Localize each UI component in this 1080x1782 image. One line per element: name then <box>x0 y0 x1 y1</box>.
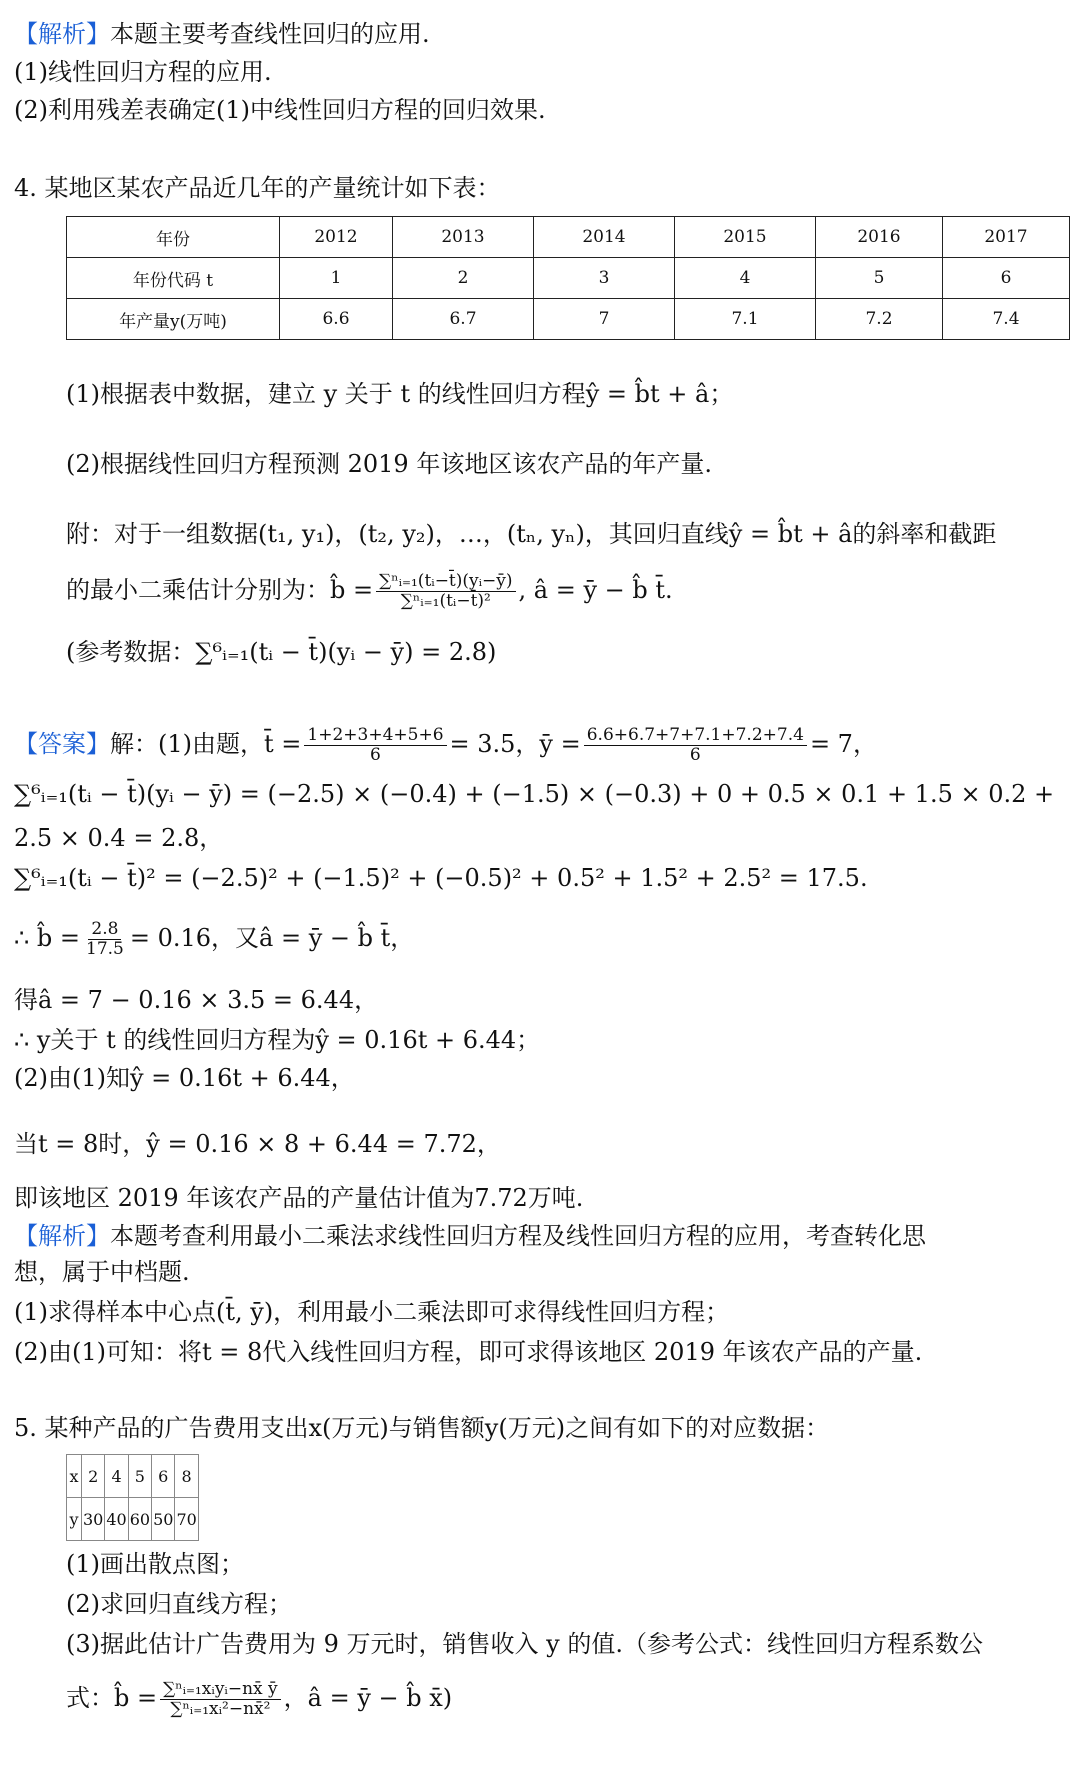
analysis-tag: 【解析】 <box>14 1222 110 1250</box>
analysis2-line-3: (1)求得样本中心点(t̄, ȳ)，利用最小二乘法即可求得线性回归方程； <box>14 1298 730 1326</box>
row-label: 年份 <box>67 217 280 258</box>
fraction-numerator: 2.8 <box>88 920 121 940</box>
table-cell: 2 <box>82 1455 105 1498</box>
answer-line-8: (2)由(1)知ŷ = 0.16t + 6.44， <box>14 1064 355 1092</box>
answer-line-9: 当t = 8时，ŷ = 0.16 × 8 + 6.44 = 7.72， <box>14 1130 501 1158</box>
answer-text: 解：(1)由题，t̄ = <box>110 730 302 758</box>
table-row <box>67 217 1070 258</box>
table-row <box>67 1455 199 1498</box>
answer-line-10: 即该地区 2019 年该农产品的产量估计值为7.72万吨. <box>14 1184 584 1212</box>
table-cell: 7.1 <box>675 299 816 340</box>
q4-note-2 <box>66 572 673 611</box>
analysis2-line-1 <box>14 1220 926 1252</box>
table-cell: 70 <box>175 1498 198 1541</box>
q4-data-table <box>66 216 1070 340</box>
table-cell: 6.7 <box>393 299 534 340</box>
table-cell: 50 <box>152 1498 175 1541</box>
table-cell: 2015 <box>675 217 816 258</box>
fraction-numerator: 6.6+6.7+7+7.1+7.2+7.4 <box>584 726 807 746</box>
fraction <box>304 726 446 765</box>
q4-stem: 4. 某地区某农产品近几年的产量统计如下表： <box>14 174 501 202</box>
table-cell: 30 <box>82 1498 105 1541</box>
q5-data-table <box>66 1454 199 1541</box>
analysis-item-2: (2)利用残差表确定(1)中线性回归方程的回归效果. <box>14 96 546 124</box>
formula-text: ，â = ȳ − b̂ x̄) <box>283 1684 453 1712</box>
fraction <box>83 920 127 959</box>
table-cell: 1 <box>280 258 393 299</box>
analysis-text: 本题主要考查线性回归的应用. <box>110 20 430 48</box>
note-text: , â = ȳ − b̂ t̄. <box>518 576 673 604</box>
analysis2-line-4: (2)由(1)可知：将t = 8代入线性回归方程，即可求得该地区 2019 年该农产品的产量. <box>14 1338 923 1366</box>
fraction <box>160 1680 281 1719</box>
fraction-denominator: 17.5 <box>86 939 124 959</box>
row-label: x <box>67 1455 82 1498</box>
table-cell: 2017 <box>943 217 1070 258</box>
answer-line-2: ∑⁶ᵢ₌₁(tᵢ − t̄)(yᵢ − ȳ) = (−2.5) × (−0.4) + (−1.5) × (−0.3) + 0 + 0.5 × 0.1 + 1.5 × 0.2 + <box>14 780 1055 808</box>
answer-line-6: 得â = 7 − 0.16 × 3.5 = 6.44， <box>14 986 379 1014</box>
q5-part-1: (1)画出散点图； <box>66 1550 244 1578</box>
analysis-line <box>14 18 430 50</box>
answer-line-3: 2.5 × 0.4 = 2.8， <box>14 824 224 852</box>
answer-line-7: ∴ y关于 t 的线性回归方程为ŷ = 0.16t + 6.44； <box>14 1026 541 1054</box>
fraction-numerator: 1+2+3+4+5+6 <box>304 726 446 746</box>
table-cell: 4 <box>675 258 816 299</box>
answer-line-5 <box>14 920 414 959</box>
table-cell: 2016 <box>816 217 943 258</box>
table-row <box>67 1498 199 1541</box>
fraction <box>584 726 807 765</box>
table-cell: 7.4 <box>943 299 1070 340</box>
answer-tag: 【答案】 <box>14 730 110 758</box>
table-cell: 2 <box>393 258 534 299</box>
answer-text: = 7， <box>809 730 877 758</box>
formula-text: 式：b̂ = <box>66 1684 158 1712</box>
q4-note-1: 附：对于一组数据(t₁, y₁)，(t₂, y₂)，…，(tₙ, yₙ)，其回归直线ŷ = b̂t + â的斜率和截距 <box>66 520 997 548</box>
fraction-numerator: ∑ⁿᵢ₌₁xᵢyᵢ−nx̄ ȳ <box>160 1680 281 1700</box>
fraction-denominator: 6 <box>370 745 381 765</box>
table-cell: 7.2 <box>816 299 943 340</box>
table-cell: 6 <box>943 258 1070 299</box>
answer-text: = 3.5，ȳ = <box>449 730 581 758</box>
table-cell: 6 <box>152 1455 175 1498</box>
fraction <box>376 572 515 611</box>
table-cell: 60 <box>128 1498 151 1541</box>
table-cell: 2012 <box>280 217 393 258</box>
q5-formula <box>66 1680 452 1719</box>
answer-text: ∴ b̂ = <box>14 924 80 952</box>
analysis-text: 本题考查利用最小二乘法求线性回归方程及线性回归方程的应用，考查转化思 <box>110 1222 926 1250</box>
q4-note-3: (参考数据：∑⁶ᵢ₌₁(tᵢ − t̄)(yᵢ − ȳ) = 2.8) <box>66 638 497 666</box>
analysis-item-1: (1)线性回归方程的应用. <box>14 58 272 86</box>
answer-line-4: ∑⁶ᵢ₌₁(tᵢ − t̄)² = (−2.5)² + (−1.5)² + (−0.5)² + 0.5² + 1.5² + 2.5² = 17.5. <box>14 864 868 892</box>
table-cell: 5 <box>128 1455 151 1498</box>
table-cell: 7 <box>534 299 675 340</box>
fraction-denominator: 6 <box>689 745 701 765</box>
q5-part-3: (3)据此估计广告费用为 9 万元时，销售收入 y 的值.（参考公式：线性回归方程系数公 <box>66 1630 983 1658</box>
table-cell: 6.6 <box>280 299 393 340</box>
fraction-denominator: ∑ⁿᵢ₌₁xᵢ²−nx̄² <box>170 1699 271 1719</box>
row-label: 年产量y(万吨) <box>67 299 280 340</box>
fraction-denominator: ∑ⁿᵢ₌₁(tᵢ−t̄)² <box>400 591 491 611</box>
q4-part-1: (1)根据表中数据，建立 y 关于 t 的线性回归方程ŷ = b̂t + â； <box>66 380 734 408</box>
table-cell: 2013 <box>393 217 534 258</box>
analysis-tag: 【解析】 <box>14 20 110 48</box>
analysis2-line-2: 想，属于中档题. <box>14 1258 190 1286</box>
table-row <box>67 299 1070 340</box>
table-cell: 2014 <box>534 217 675 258</box>
table-cell: 3 <box>534 258 675 299</box>
answer-line-1 <box>14 726 877 765</box>
q5-part-2: (2)求回归直线方程； <box>66 1590 292 1618</box>
table-row <box>67 258 1070 299</box>
fraction-numerator: ∑ⁿᵢ₌₁(tᵢ−t̄)(yᵢ−ȳ) <box>376 572 515 592</box>
answer-text: = 0.16，又â = ȳ − b̂ t̄， <box>129 924 415 952</box>
note-text: 的最小二乘估计分别为：b̂ = <box>66 576 374 604</box>
table-cell: 40 <box>105 1498 128 1541</box>
table-cell: 4 <box>105 1455 128 1498</box>
row-label: 年份代码 t <box>67 258 280 299</box>
q4-part-2: (2)根据线性回归方程预测 2019 年该地区该农产品的年产量. <box>66 450 712 478</box>
table-cell: 8 <box>175 1455 198 1498</box>
q5-stem: 5. 某种产品的广告费用支出x(万元)与销售额y(万元)之间有如下的对应数据： <box>14 1414 830 1442</box>
row-label: y <box>67 1498 82 1541</box>
table-cell: 5 <box>816 258 943 299</box>
